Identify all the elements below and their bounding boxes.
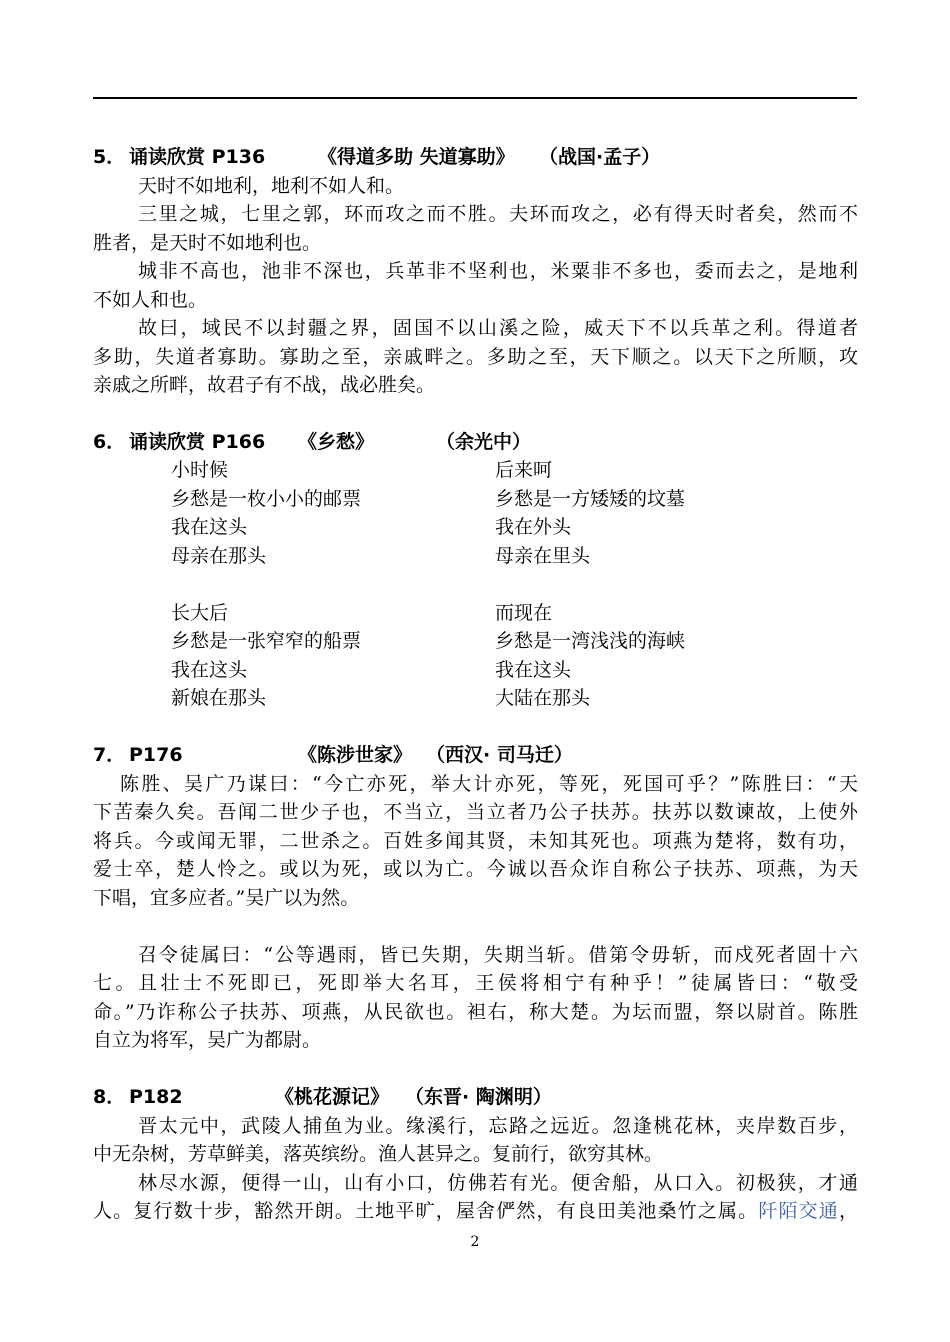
- text-line: 下唱，宜多应者。”吴广以为然。: [93, 887, 360, 909]
- section-label: P182: [129, 1086, 183, 1108]
- section-author: （西汉· 司马迁）: [426, 744, 573, 766]
- section-label: 诵读欣赏 P166: [129, 431, 266, 453]
- poem-line-left: 长大后: [171, 602, 229, 624]
- section-label: P176: [129, 744, 183, 766]
- section-author: （余光中）: [436, 431, 532, 453]
- link-text[interactable]: 阡陌交通: [758, 1200, 839, 1222]
- text-line: 多助，失道者寡助。寡助之至，亲戚畔之。多助之至，天下顺之。以天下之所顺，攻: [93, 346, 858, 368]
- poem-line-right: 大陆在那头: [495, 687, 591, 709]
- poem-line-right: 母亲在里头: [495, 545, 591, 567]
- poem-line-left: 我在这头: [171, 516, 248, 538]
- text-line: 下苦秦久矣。吾闻二世少子也，不当立，当立者乃公子扶苏。扶苏以数谏故，上使外: [93, 801, 858, 823]
- poem-line-right: 乡愁是一方矮矮的坟墓: [495, 488, 686, 510]
- text-line: 胜者，是天时不如地利也。: [93, 232, 322, 254]
- poem-line-left: 新娘在那头: [171, 687, 267, 709]
- section-label: 诵读欣赏 P136: [129, 146, 266, 168]
- section-title: 《桃花源记》: [275, 1086, 390, 1108]
- text-line: 亲戚之所畔，故君子有不战，战必胜矣。: [93, 374, 436, 396]
- poem-line-left: 我在这头: [171, 659, 248, 681]
- text-line: 天时不如地利，地利不如人和。: [138, 175, 405, 197]
- header-rule: [93, 97, 857, 99]
- section-author: （战国·孟子）: [539, 146, 661, 168]
- section-title: 《乡愁》: [298, 431, 375, 453]
- text-line: 故曰，域民不以封疆之界，固国不以山溪之险，威天下不以兵革之利。得道者: [138, 317, 858, 339]
- text-span: 人。复行数十步，豁然开朗。土地平旷，屋舍俨然，有良田美池桑竹之属。: [93, 1200, 759, 1222]
- text-line: 自立为将军，吴广为都尉。: [93, 1029, 322, 1051]
- text-line: 陈胜、吴广乃谋曰：“今亡亦死，举大计亦死，等死，死国可乎？”陈胜曰：“天: [120, 773, 858, 795]
- text-line: [93, 1197, 858, 1225]
- page-number: 2: [470, 1234, 480, 1250]
- text-line: 林尽水源，便得一山，山有小口，仿佛若有光。便舍船，从口入。初极狭，才通: [138, 1172, 858, 1194]
- text-line: 不如人和也。: [93, 289, 208, 311]
- poem-line-left: 乡愁是一张窄窄的船票: [171, 630, 362, 652]
- poem-line-right: 我在这头: [495, 659, 572, 681]
- text-line: 城非不高也，池非不深也，兵革非不坚利也，米粟非不多也，委而去之，是地利: [138, 260, 858, 282]
- poem-line-right: 乡愁是一湾浅浅的海峡: [495, 630, 686, 652]
- text-line: 中无杂树，芳草鲜美，落英缤纷。渔人甚异之。复前行，欲穷其林。: [93, 1143, 664, 1165]
- text-line: 晋太元中，武陵人捕鱼为业。缘溪行，忘路之远近。忽逢桃花林，夹岸数百步，: [138, 1115, 858, 1137]
- section-number: 6．: [93, 431, 126, 453]
- poem-line-right: 后来呵: [495, 459, 553, 481]
- section-number: 8．: [93, 1086, 126, 1108]
- text-line: 命。”乃诈称公子扶苏、项燕，从民欲也。袒右，称大楚。为坛而盟，祭以尉首。陈胜: [93, 1001, 858, 1023]
- text-line: 三里之城，七里之郭，环而攻之而不胜。夫环而攻之，必有得天时者矣，然而不: [138, 203, 858, 225]
- poem-line-left: 母亲在那头: [171, 545, 267, 567]
- poem-line-right: 我在外头: [495, 516, 572, 538]
- section-title: 《得道多助 失道寡助》: [318, 146, 515, 168]
- text-line: 七。且壮士不死即已，死即举大名耳，王侯将相宁有种乎！”徒属皆曰：“敬受: [93, 972, 858, 994]
- text-span: ，: [838, 1200, 858, 1222]
- poem-line-left: 小时候: [171, 459, 229, 481]
- section-author: （东晋· 陶渊明）: [405, 1086, 552, 1108]
- text-line: 将兵。今或闻无罪，二世杀之。百姓多闻其贤，未知其死也。项燕为楚将，数有功，: [93, 830, 858, 852]
- poem-line-right: 而现在: [495, 602, 553, 624]
- section-title: 《陈涉世家》: [298, 744, 413, 766]
- section-number: 5．: [93, 146, 126, 168]
- section-number: 7．: [93, 744, 126, 766]
- text-line: 召令徒属曰：“公等遇雨，皆已失期，失期当斩。借第令毋斩，而戍死者固十六: [138, 944, 858, 966]
- poem-line-left: 乡愁是一枚小小的邮票: [171, 488, 362, 510]
- text-line: 爱士卒，楚人怜之。或以为死，或以为亡。今诚以吾众诈自称公子扶苏、项燕，为天: [93, 858, 858, 880]
